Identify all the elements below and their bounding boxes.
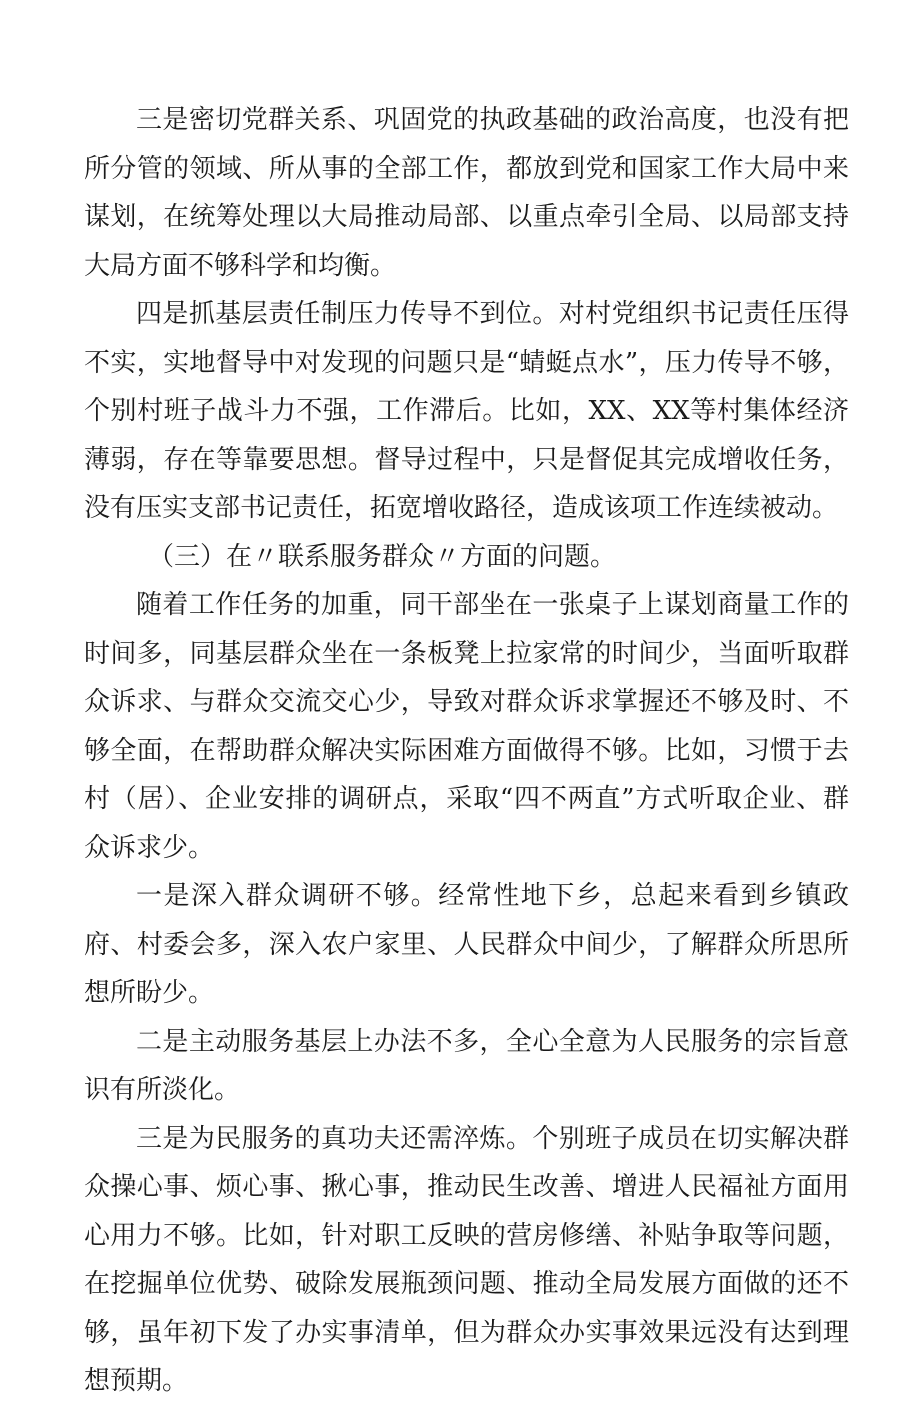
paragraph-second-service-methods: 二是主动服务基层上办法不多，全心全意为人民服务的宗旨意识有所淡化。	[84, 1026, 849, 1105]
paragraph-first-research: 一是深入群众调研不够。经常性地下乡，总起来看到乡镇政府、村委会多，深入农户家里、人民群众中间少，了解群众所思所想所盼少。	[84, 881, 849, 1008]
document-body	[84, 96, 849, 1406]
paragraph-fourth-grassroots-responsibility: 四是抓基层责任制压力传导不到位。对村党组织书记责任压得不实，实地督导中对发现的问题只是“蜻蜓点水”，压力传导不够，个别村班子战斗力不强，工作滞后。比如，XX、XX等村集体经济薄弱，存在等靠要思想。督导过程中，只是督促其完成增收任务，没有压实支部书记责任，拓宽增收路径，造成该项工作连续被动。	[84, 299, 849, 523]
section-heading-contact-serve-masses: （三）在〃联系服务群众〃方面的问题。	[148, 541, 617, 572]
paragraph-third-political-height: 三是密切党群关系、巩固党的执政基础的政治高度，也没有把所分管的领域、所从事的全部工作，都放到党和国家工作大局中来谋划，在统筹处理以大局推动局部、以重点牵引全局、以局部支持大局方面不够科学和均衡。	[84, 105, 849, 281]
paragraph-third-true-skills: 三是为民服务的真功夫还需淬炼。个别班子成员在切实解决群众操心事、烦心事、揪心事，推动民生改善、增进人民福祉方面用心用力不够。比如，针对职工反映的营房修缮、补贴争取等问题，在挖掘单位优势、破除发展瓶颈问题、推动全局发展方面做的还不够，虽年初下发了办实事清单，但为群众办实事效果远没有达到理想预期。	[84, 1123, 849, 1396]
paragraph-workload-increase: 随着工作任务的加重，同干部坐在一张桌子上谋划商量工作的时间多，同基层群众坐在一条板凳上拉家常的时间少，当面听取群众诉求、与群众交流交心少，导致对群众诉求掌握还不够及时、不够全面，在帮助群众解决实际困难方面做得不够。比如，习惯于去村（居）、企业安排的调研点，采取“四不两直”方式听取企业、群众诉求少。	[84, 590, 849, 863]
